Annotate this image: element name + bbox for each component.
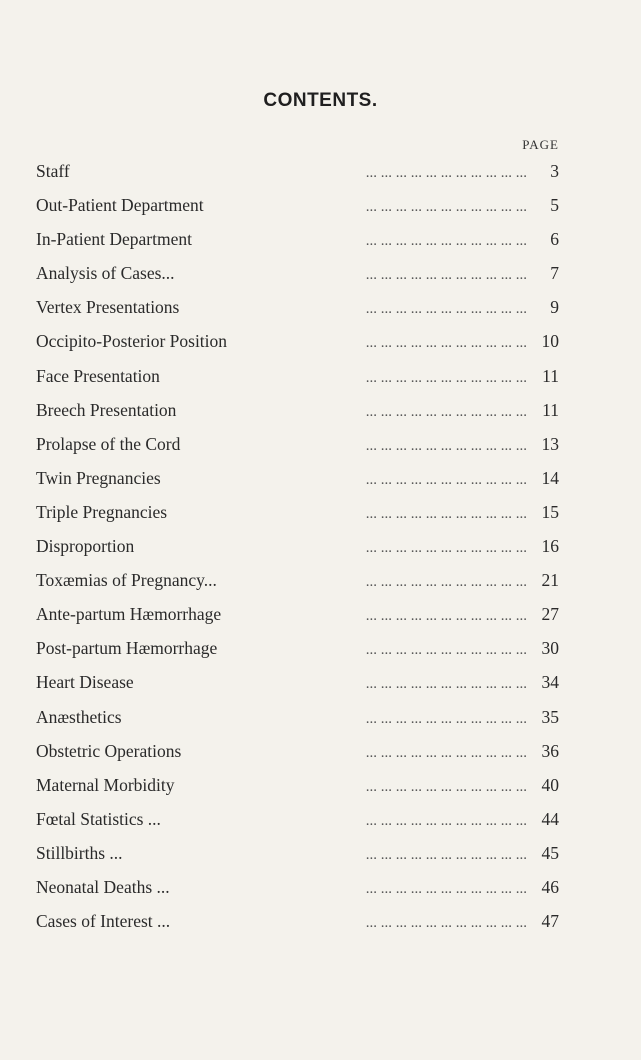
toc-entry-page-number: 15 [541, 501, 559, 522]
toc-dot-leader: ... ... ... ... ... ... ... ... ... ... ... [365, 267, 527, 284]
toc-entry-page-number: 9 [550, 297, 559, 318]
toc-entry [36, 775, 559, 809]
toc-entry-title: Prolapse of the Cord [36, 433, 181, 454]
toc-entry-title: In-Patient Department [36, 229, 192, 250]
toc-dot-leader: ... ... ... ... ... ... ... ... ... ... ... [365, 335, 527, 352]
toc-entry-title: Ante-partum Hæmorrhage [36, 604, 222, 625]
toc-dot-leader: ... ... ... ... ... ... ... ... ... ... ... [365, 574, 527, 591]
toc-dot-leader: ... ... ... ... ... ... ... ... ... ... ... [365, 471, 527, 488]
toc-entry-title: Cases of Interest ... [36, 911, 171, 932]
toc-entry-page-number: 30 [541, 638, 559, 659]
toc-entry [36, 195, 559, 229]
toc-dot-leader: ... ... ... ... ... ... ... ... ... ... ... [365, 301, 527, 318]
toc-entry-page-number: 10 [541, 331, 559, 352]
toc-dot-leader: ... ... ... ... ... ... ... ... ... ... ... [365, 233, 527, 250]
toc-entry-title: Fœtal Statistics ... [36, 808, 161, 829]
toc-dot-leader: ... ... ... ... ... ... ... ... ... ... ... [365, 199, 527, 216]
toc-entry-page-number: 34 [541, 672, 559, 693]
toc-entry [36, 877, 559, 911]
toc-entry [36, 502, 559, 536]
toc-entry-page-number: 36 [541, 740, 559, 761]
toc-entry-page-number: 14 [541, 467, 559, 488]
toc-entry-title: Obstetric Operations [36, 740, 182, 761]
toc-entry-page-number: 44 [541, 808, 559, 829]
toc-entry-page-number: 16 [541, 536, 559, 557]
toc-entry-page-number: 27 [541, 604, 559, 625]
toc-entry-page-number: 46 [541, 876, 559, 897]
toc-entry-title: Occipito-Posterior Position [36, 331, 228, 352]
toc-dot-leader: ... ... ... ... ... ... ... ... ... ... ... [365, 710, 527, 727]
toc-dot-leader: ... ... ... ... ... ... ... ... ... ... ... [365, 608, 527, 625]
toc-entry [36, 434, 559, 468]
toc-dot-leader: ... ... ... ... ... ... ... ... ... ... ... [365, 676, 527, 693]
toc-entry [36, 672, 559, 706]
toc-entry-page-number: 3 [550, 161, 559, 181]
toc-entry-title: Face Presentation [36, 365, 160, 386]
toc-entry-title: Maternal Morbidity [36, 774, 175, 795]
toc-dot-leader: ... ... ... ... ... ... ... ... ... ... ... [365, 369, 527, 386]
toc-entry [36, 570, 559, 604]
toc-entry [36, 468, 559, 502]
toc-dot-leader: ... ... ... ... ... ... ... ... ... ... ... [365, 505, 527, 522]
toc-entry-title: Breech Presentation [36, 399, 177, 420]
toc-entry [36, 366, 559, 400]
toc-entry-page-number: 47 [541, 911, 559, 932]
toc-entry [36, 741, 559, 775]
toc-entry-title: Twin Pregnancies [36, 467, 161, 488]
toc-entry-page-number: 13 [541, 433, 559, 454]
toc-entry [36, 536, 559, 570]
toc-entry-title: Disproportion [36, 536, 135, 557]
toc-entry-page-number: 6 [550, 229, 559, 250]
toc-entry [36, 161, 559, 195]
toc-entry-page-number: 11 [542, 365, 559, 386]
page-title: CONTENTS. [263, 90, 378, 111]
toc-entry [36, 331, 559, 365]
toc-entry-title: Anæsthetics [36, 706, 122, 727]
toc-entry [36, 604, 559, 638]
toc-dot-leader: ... ... ... ... ... ... ... ... ... ... ... [365, 915, 527, 932]
toc-entry-title: Analysis of Cases... [36, 263, 175, 284]
toc-dot-leader: ... ... ... ... ... ... ... ... ... ... ... [365, 846, 527, 863]
toc-entry-title: Toxæmias of Pregnancy... [36, 570, 217, 591]
toc-entry-title: Triple Pregnancies [36, 501, 168, 522]
toc-entry [36, 911, 559, 945]
toc-dot-leader: ... ... ... ... ... ... ... ... ... ... ... [365, 744, 527, 761]
toc-entry [36, 809, 559, 843]
toc-entry-page-number: 7 [550, 263, 559, 284]
toc-dot-leader: ... ... ... ... ... ... ... ... ... ... ... [365, 778, 527, 795]
toc-entry-page-number: 5 [550, 195, 559, 216]
toc-entry-title: Post-partum Hæmorrhage [36, 638, 218, 659]
toc-entry-page-number: 21 [541, 570, 559, 591]
toc-entry [36, 707, 559, 741]
toc-dot-leader: ... ... ... ... ... ... ... ... ... ... ... [365, 540, 527, 557]
toc-entry [36, 843, 559, 877]
table-of-contents [36, 161, 559, 945]
toc-dot-leader: ... ... ... ... ... ... ... ... ... ... ... [365, 403, 527, 420]
toc-entry [36, 297, 559, 331]
toc-entry-page-number: 11 [542, 399, 559, 420]
toc-entry [36, 638, 559, 672]
toc-entry-page-number: 35 [541, 706, 559, 727]
toc-entry-title: Staff [36, 161, 70, 181]
toc-dot-leader: ... ... ... ... ... ... ... ... ... ... ... [365, 165, 527, 181]
toc-entry-page-number: 45 [541, 842, 559, 863]
toc-entry-title: Heart Disease [36, 672, 134, 693]
toc-entry [36, 229, 559, 263]
toc-dot-leader: ... ... ... ... ... ... ... ... ... ... ... [365, 880, 527, 897]
toc-entry-title: Neonatal Deaths ... [36, 876, 170, 897]
toc-entry-title: Vertex Presentations [36, 297, 180, 318]
toc-entry [36, 263, 559, 297]
toc-entry-title: Out-Patient Department [36, 195, 204, 216]
toc-dot-leader: ... ... ... ... ... ... ... ... ... ... ... [365, 437, 527, 454]
toc-entry [36, 400, 559, 434]
toc-entry-page-number: 40 [541, 774, 559, 795]
toc-entry-title: Stillbirths ... [36, 842, 123, 863]
toc-dot-leader: ... ... ... ... ... ... ... ... ... ... ... [365, 642, 527, 659]
toc-dot-leader: ... ... ... ... ... ... ... ... ... ... ... [365, 812, 527, 829]
page-column-header: PAGE [522, 137, 559, 152]
